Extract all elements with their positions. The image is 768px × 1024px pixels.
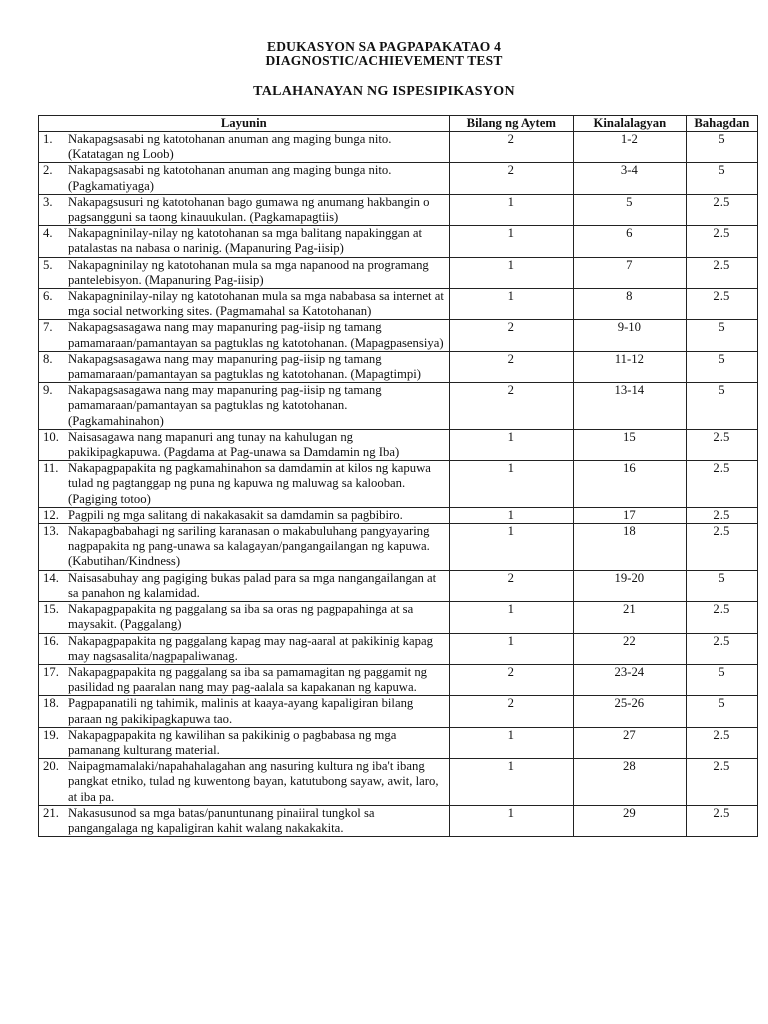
table-row	[39, 727, 758, 758]
objective-number: 11.	[43, 461, 59, 476]
percent-cell: 2.5	[686, 507, 757, 523]
table-row	[39, 805, 758, 836]
objective-number: 7.	[43, 320, 53, 335]
location-cell: 11-12	[573, 351, 686, 382]
location-cell: 1-2	[573, 132, 686, 163]
percent-cell: 2.5	[686, 461, 757, 508]
location-cell: 6	[573, 226, 686, 257]
objective-text: Naisasabuhay ang pagiging bukas palad para sa mga nangangailangan at sa panahon ng kalamidad.	[68, 570, 437, 600]
item-count-cell: 1	[449, 602, 573, 633]
objective-number: 10.	[43, 429, 59, 444]
objective-text: Nakapagsasabi ng katotohanan anuman ang maging bunga nito. (Pagkamatiyaga)	[68, 163, 392, 193]
objective-text: Nakapagpapakita ng paggalang kapag may nag-aaral at pakikinig kapag may nagsasalita/nagpapaliwanag.	[68, 633, 433, 663]
percent-cell: 2.5	[686, 429, 757, 460]
table-row	[39, 633, 758, 664]
objective-text: Nakapagpapakita ng pagkamahinahon sa damdamin at kilos ng kapuwa tulad ng pagtanggap ng puna ng kapuwa ng maluwag sa kalooban. (Pagiging totoo)	[68, 461, 431, 506]
table-row	[39, 226, 758, 257]
table-row	[39, 351, 758, 382]
objective-cell	[39, 194, 450, 225]
objective-cell	[39, 633, 450, 664]
table-row	[39, 602, 758, 633]
column-header-layunin: Layunin	[39, 116, 450, 132]
location-cell: 9-10	[573, 320, 686, 351]
table-row	[39, 696, 758, 727]
objective-number: 3.	[43, 194, 53, 209]
objective-cell	[39, 570, 450, 601]
location-cell: 22	[573, 633, 686, 664]
objective-cell	[39, 383, 450, 430]
item-count-cell: 1	[449, 429, 573, 460]
objective-text: Nakapagsasabi ng katotohanan anuman ang maging bunga nito. (Katatagan ng Loob)	[68, 132, 392, 162]
objective-cell	[39, 524, 450, 571]
objective-cell	[39, 507, 450, 523]
objective-cell	[39, 805, 450, 836]
objective-cell	[39, 163, 450, 194]
percent-cell: 2.5	[686, 727, 757, 758]
percent-cell: 5	[686, 320, 757, 351]
objective-text: Nakapagsasagawa nang may mapanuring pag-iisip ng tamang pamamaraan/pamantayan sa pagtuklas ng katotohanan. (Mapagtimpi)	[68, 351, 422, 382]
location-cell: 3-4	[573, 163, 686, 194]
table-title: TALAHANAYAN NG ISPESIPIKASYON	[253, 84, 515, 99]
percent-cell: 2.5	[686, 805, 757, 836]
objective-number: 12.	[43, 507, 59, 522]
percent-cell: 2.5	[686, 194, 757, 225]
percent-cell: 5	[686, 163, 757, 194]
table-row	[39, 163, 758, 194]
objective-number: 8.	[43, 351, 53, 366]
objective-text: Nakapagpapakita ng kawilihan sa pakikinig o pagbabasa ng mga pamanang kulturang material.	[68, 727, 397, 757]
table-row	[39, 194, 758, 225]
item-count-cell: 1	[449, 507, 573, 523]
objective-text: Nakasusunod sa mga batas/panuntunang pinaiiral tungkol sa pangangalaga ng kapaligiran kahit walang nakakakita.	[68, 805, 375, 835]
document-subtitle: DIAGNOSTIC/ACHIEVEMENT TEST	[265, 53, 503, 68]
objective-cell	[39, 320, 450, 351]
percent-cell: 2.5	[686, 257, 757, 288]
objective-text: Nakapagpapakita ng paggalang sa iba sa oras ng pagpapahinga at sa maysakit. (Paggalang)	[68, 602, 414, 632]
item-count-cell: 1	[449, 226, 573, 257]
objective-text: Nakapagsasagawa nang may mapanuring pag-iisip ng tamang pamamaraan/pamantayan sa pagtuklas ng katotohanan. (Mapagpasensiya)	[68, 320, 444, 350]
objective-number: 4.	[43, 226, 53, 241]
item-count-cell: 2	[449, 383, 573, 430]
specification-table	[38, 115, 758, 837]
objective-cell	[39, 759, 450, 806]
objective-cell	[39, 664, 450, 695]
percent-cell: 2.5	[686, 759, 757, 806]
table-row	[39, 664, 758, 695]
objective-number: 6.	[43, 289, 53, 304]
location-cell: 8	[573, 289, 686, 320]
location-cell: 29	[573, 805, 686, 836]
item-count-cell: 1	[449, 257, 573, 288]
item-count-cell: 1	[449, 759, 573, 806]
location-cell: 19-20	[573, 570, 686, 601]
table-row	[39, 289, 758, 320]
location-cell: 28	[573, 759, 686, 806]
objective-text: Naisasagawa nang mapanuri ang tunay na kahulugan ng pakikipagkapuwa. (Pagdama at Pag-unawa sa Damdamin ng Iba)	[68, 429, 400, 460]
objective-number: 16.	[43, 633, 59, 648]
item-count-cell: 1	[449, 805, 573, 836]
objective-text: Nakapagpapakita ng paggalang sa iba sa pamamagitan ng paggamit ng pasilidad ng paaralan nang may pag-aalala sa kapakanan ng kapuwa.	[68, 664, 428, 695]
objective-text: Nakapagninilay-nilay ng katotohanan sa mga balitang napakinggan at patalastas na nabasa o narinig. (Mapanuring Pag-iisip)	[68, 226, 423, 256]
location-cell: 25-26	[573, 696, 686, 727]
objective-number: 5.	[43, 257, 53, 272]
item-count-cell: 1	[449, 524, 573, 571]
percent-cell: 5	[686, 132, 757, 163]
table-row	[39, 507, 758, 523]
objective-cell	[39, 429, 450, 460]
objective-text: Nakapagsusuri ng katotohanan bago gumawa ng anumang hakbangin o pagsangguni sa taong kinauukulan. (Pagkamapagtiis)	[68, 194, 430, 225]
table-row	[39, 320, 758, 351]
table-row	[39, 132, 758, 163]
location-cell: 15	[573, 429, 686, 460]
item-count-cell: 1	[449, 289, 573, 320]
objective-cell	[39, 696, 450, 727]
objective-text: Nakapagninilay-nilay ng katotohanan mula sa mga nababasa sa internet at mga social networking sites. (Pagmamahal sa Katotohanan)	[68, 289, 444, 319]
objective-text: Nakapagsasagawa nang may mapanuring pag-iisip ng tamang pamamaraan/pamantayan sa pagtuklas ng katotohanan. (Pagkamahinahon)	[68, 383, 382, 428]
item-count-cell: 2	[449, 570, 573, 601]
table-row	[39, 570, 758, 601]
table-row	[39, 759, 758, 806]
item-count-cell: 2	[449, 163, 573, 194]
percent-cell: 2.5	[686, 289, 757, 320]
percent-cell: 2.5	[686, 524, 757, 571]
item-count-cell: 1	[449, 194, 573, 225]
objective-number: 14.	[43, 570, 59, 585]
objective-text: Nakapagninilay ng katotohanan mula sa mga napanood na programang pantelebisyon. (Mapanuring Pag-iisip)	[68, 257, 429, 287]
item-count-cell: 2	[449, 132, 573, 163]
percent-cell: 2.5	[686, 226, 757, 257]
location-cell: 21	[573, 602, 686, 633]
objective-number: 13.	[43, 524, 59, 539]
table-row	[39, 461, 758, 508]
objective-number: 9.	[43, 383, 53, 398]
objective-number: 20.	[43, 759, 59, 774]
item-count-cell: 2	[449, 351, 573, 382]
location-cell: 18	[573, 524, 686, 571]
table-row	[39, 429, 758, 460]
location-cell: 23-24	[573, 664, 686, 695]
objective-text: Nakapagbabahagi ng sariling karanasan o makabuluhang pangyayaring nagpapakita ng pang-unawa sa kalagayan/pangangailangan ng kapuwa. (Kabutihan/Kindness)	[68, 524, 430, 569]
percent-cell: 5	[686, 351, 757, 382]
objective-cell	[39, 257, 450, 288]
objective-number: 18.	[43, 696, 59, 711]
percent-cell: 5	[686, 664, 757, 695]
objective-cell	[39, 351, 450, 382]
objective-cell	[39, 289, 450, 320]
column-header-bahagdan: Bahagdan	[686, 116, 757, 132]
location-cell: 27	[573, 727, 686, 758]
column-header-kinalalagyan: Kinalalagyan	[573, 116, 686, 132]
percent-cell: 5	[686, 696, 757, 727]
location-cell: 13-14	[573, 383, 686, 430]
table-row	[39, 257, 758, 288]
document-title: EDUKASYON SA PAGPAPAKATAO 4	[266, 39, 502, 54]
objective-cell	[39, 727, 450, 758]
objective-number: 15.	[43, 602, 59, 617]
percent-cell: 2.5	[686, 602, 757, 633]
objective-cell	[39, 132, 450, 163]
column-header-bilang-ng-aytem: Bilang ng Aytem	[449, 116, 573, 132]
objective-cell	[39, 461, 450, 508]
objective-text: Pagpapanatili ng tahimik, malinis at kaaya-ayang kapaligiran bilang paraan ng pakikipagkapuwa tao.	[68, 696, 414, 726]
objective-number: 21.	[43, 805, 59, 820]
table-row	[39, 383, 758, 430]
percent-cell: 2.5	[686, 633, 757, 664]
location-cell: 16	[573, 461, 686, 508]
item-count-cell: 2	[449, 664, 573, 695]
objective-cell	[39, 226, 450, 257]
table-row	[39, 524, 758, 571]
item-count-cell: 1	[449, 633, 573, 664]
objective-number: 19.	[43, 727, 59, 742]
location-cell: 17	[573, 507, 686, 523]
percent-cell: 5	[686, 383, 757, 430]
objective-number: 1.	[43, 132, 53, 146]
item-count-cell: 1	[449, 461, 573, 508]
location-cell: 5	[573, 194, 686, 225]
objective-cell	[39, 602, 450, 633]
objective-number: 17.	[43, 664, 59, 679]
item-count-cell: 2	[449, 320, 573, 351]
table-header-row	[39, 116, 758, 132]
percent-cell: 5	[686, 570, 757, 601]
location-cell: 7	[573, 257, 686, 288]
objective-text: Naipagmamalaki/napahahalagahan ang nasuring kultura ng iba't ibang pangkat etniko, tulad ng kuwentong bayan, katutubong sayaw, awit, laro, at iba pa.	[68, 759, 439, 804]
objective-text: Pagpili ng mga salitang di nakakasakit sa damdamin sa pagbibiro.	[68, 507, 403, 522]
item-count-cell: 1	[449, 727, 573, 758]
objective-number: 2.	[43, 163, 53, 178]
item-count-cell: 2	[449, 696, 573, 727]
